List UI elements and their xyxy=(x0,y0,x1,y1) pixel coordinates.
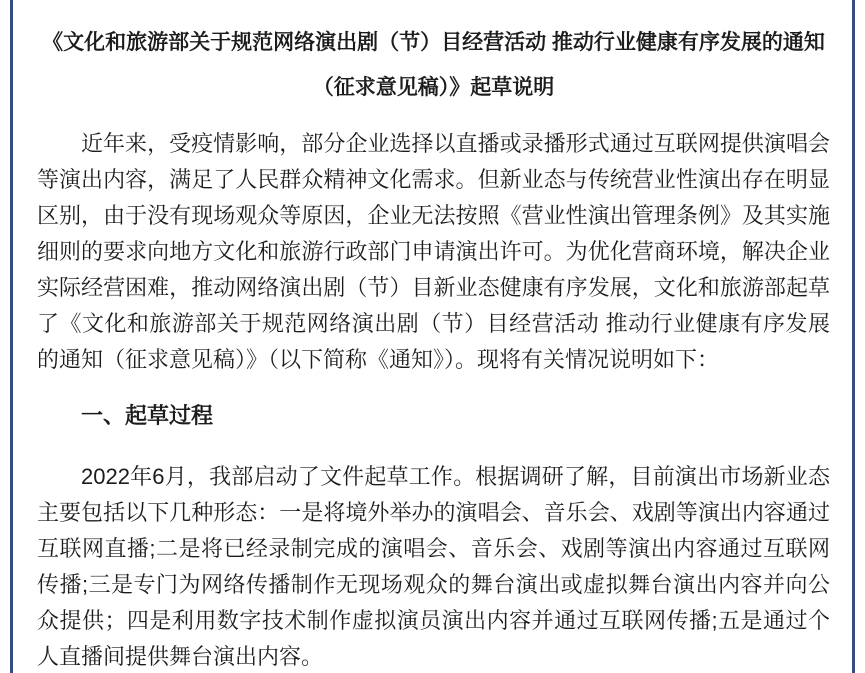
document-title xyxy=(37,20,830,110)
section-heading-drafting-process: 一、起草过程 xyxy=(81,403,214,428)
document-page xyxy=(10,0,855,673)
paragraph-background-intro: 近年来，受疫情影响，部分企业选择以直播或录播形式通过互联网提供演唱会等演出内容，满足了人民群众精神文化需求。但新业态与传统营业性演出存在明显区别，由于没有现场观众等原因，企业无法按照《营业性演出管理条例》及其实施细则的要求向地方文化和旅游行政部门申请演出许可。为优化营商环境，解决企业实际经营困难，推动网络演出剧（节）目新业态健康有序发展，文化和旅游部起草了《文化和旅游部关于规范网络演出剧（节）目经营活动 推动行业健康有序发展的通知（征求意见稿）》（以下简称《通知》）。现将有关情况说明如下： xyxy=(37,131,830,372)
document-title-line2: （征求意见稿）》起草说明 xyxy=(312,76,555,99)
paragraph-drafting-process: 2022年6月，我部启动了文件起草工作。根据调研了解，目前演出市场新业态主要包括以下几种形态：一是将境外举办的演唱会、音乐会、戏剧等演出内容通过互联网直播;二是将已经录制完成的演唱会、音乐会、戏剧等演出内容通过互联网传播;三是专门为网络传播制作无现场观众的舞台演出或虚拟舞台演出内容并向公众提供；四是利用数字技术制作虚拟演员演出内容并通过互联网传播;五是通过个人直播间提供舞台演出内容。 xyxy=(37,464,830,669)
document-title-line1: 《文化和旅游部关于规范网络演出剧（节）目经营活动 推动行业健康有序发展的通知 xyxy=(42,31,825,54)
